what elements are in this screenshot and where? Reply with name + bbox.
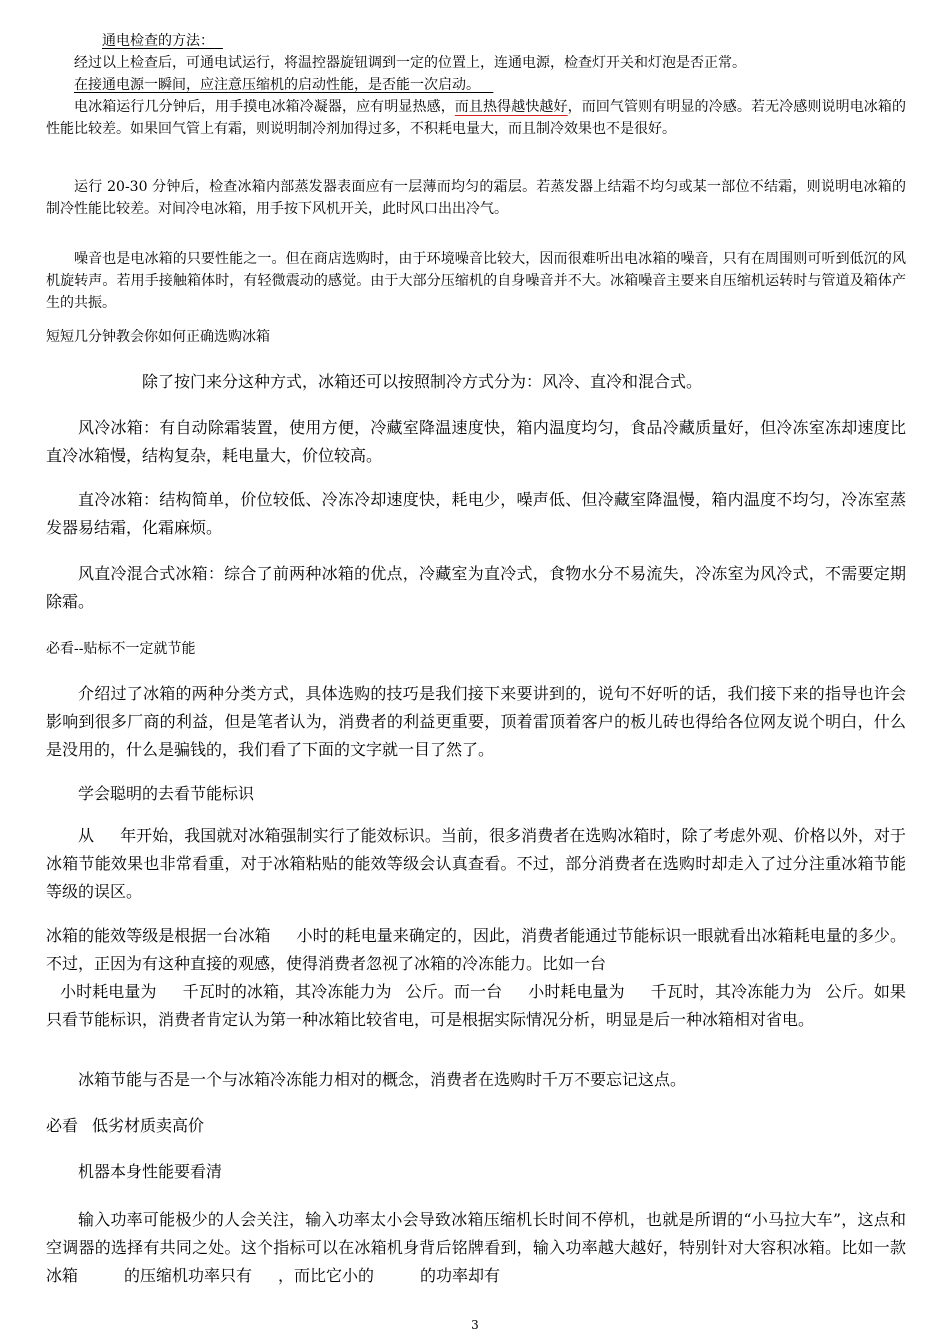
text-run: 低劣材质卖高价 [92,1116,205,1135]
text-run: 公斤。如果只看节能标识，消费者肯定认为第一种冰箱比较省电，可是根据实际情况分析，明显是后一种冰箱相对省电。 [46,982,906,1029]
text-run: 输入功率可能极少的人会关注，输入功率太小会导致冰箱压缩机长时间不停机，也就是所谓的“小马拉大车”，这点和空调器的选择有共同之处。这个指标可以在冰箱机身背后铭牌看到，输入功率越大越好，特别针对大容积冰箱。比如一款冰箱 [46,1210,906,1285]
text-run: 的功率却有 [420,1266,501,1285]
paragraph [46,1206,906,1290]
text-run: 电冰箱运行几分钟后，用手摸电冰箱冷凝器，应有明显热感， [74,99,455,115]
paragraph [46,96,906,140]
page-number: 3 [471,1318,479,1332]
paragraph: 运行 20-30 分钟后，检查冰箱内部蒸发器表面应有一层薄而均匀的霜层。若蒸发器上结霜不均匀或某一部位不结霜，则说明电冰箱的制冷性能比较差。对间冷电冰箱，用手按下风机开关，此时风口出出冷气。 [46,179,906,217]
text-run: 小时耗电量为 [60,982,157,1001]
text-run: 必看 [46,1116,79,1135]
paragraph [46,822,906,906]
underlined-sentence: 在接通电源一瞬间，应注意压缩机的启动性能，是否能一次启动。 [74,77,480,93]
power-check-title: 通电检查的方法： [102,33,214,49]
text-run: ，而比它小的 [278,1266,375,1285]
section-heading: 短短几分钟教会你如何正确选购冰箱 [46,329,270,345]
section-heading: 必看--贴标不一定就节能 [46,641,196,657]
text-run: 公斤。而一台 [405,982,503,1001]
text-run: 年开始，我国就对冰箱强制实行了能效标识。当前，很多消费者在选购冰箱时，除了考虑外观、价格以外，对于冰箱节能效果也非常看重，对于冰箱粘贴的能效等级会认真查看。不过，部分消费者在选购时却走入了过分注重冰箱节能等级的误区。 [46,826,906,901]
paragraph: 介绍过了冰箱的两种分类方式，具体选购的技巧是我们接下来要讲到的，说句不好听的话，我们接下来的指导也许会影响到很多厂商的利益，但是笔者认为，消费者的利益更重要，顶着雷顶着客户的板儿砖也得给各位网友说个明白，什么是没用的，什么是骗钱的，我们看了下面的文字就一目了然了。 [46,684,906,759]
section-title [46,30,223,52]
paragraph: 冰箱节能与否是一个与冰箱冷冻能力相对的概念，消费者在选购时千万不要忘记这点。 [78,1070,687,1089]
subheading: 学会聪明的去看节能标识 [78,784,255,803]
section-heading [46,1112,906,1140]
subheading: 机器本身性能要看清 [78,1162,223,1181]
text-run: 从 [78,826,95,845]
red-underlined-phrase: 而且热得越快越好 [454,99,568,115]
paragraph: 风直冷混合式冰箱：综合了前两种冰箱的优点，冷藏室为直冷式，食物水分不易流失，冷冻室为风冷式，不需要定期除霜。 [46,564,906,611]
paragraph: 直冷冰箱：结构简单，价位较低、冷冻冷却速度快，耗电少，噪声低、但冷藏室降温慢，箱内温度不均匀，冷冻室蒸发器易结霜，化霜麻烦。 [46,490,906,537]
text-run: 千瓦时的冰箱，其冷冻能力为 [182,982,392,1001]
paragraph [46,74,906,96]
paragraph: 风冷冰箱：有自动除霜装置，使用方便，冷藏室降温速度快，箱内温度均匀，食品冷藏质量好，但冷冻室冻却速度比直冷冰箱慢，结构复杂，耗电量大，价位较高。 [46,418,906,465]
text-run: 冰箱的能效等级是根据一台冰箱 [46,926,271,945]
paragraph: 除了按门来分这种方式，冰箱还可以按照制冷方式分为：风冷、直冷和混合式。 [142,372,703,391]
paragraph: 噪音也是电冰箱的只要性能之一。但在商店选购时，由于环境噪音比较大，因而很难听出电冰箱的噪音，只有在周围则可听到低沉的风机旋转声。若用手接触箱体时，有轻微震动的感觉。由于大部分压缩机的自身噪音并不大。冰箱噪音主要来自压缩机运转时与管道及箱体产生的共振。 [46,251,906,311]
text-run: 小时的耗电量来确定的，因此，消费者能通过节能标识一眼就看出冰箱耗电量的多少。不过，正因为有这种直接的观感，使得消费者忽视了冰箱的冷冻能力。比如一台 [46,926,906,973]
paragraph: 经过以上检查后，可通电试运行，将温控器旋钮调到一定的位置上，连通电源，检查灯开关和灯泡是否正常。 [74,55,746,71]
text-run: 千瓦时，其冷冻能力为 [650,982,812,1001]
paragraph [46,922,906,1034]
text-run: ，而回气管则有明显的冷感。若无冷感则说明电冰箱的性能比较差。如果回气管上有霜，则说明制冷剂加得过多，不积耗电量大，而且制冷效果也不是很好。 [46,99,907,137]
text-run: 小时耗电量为 [528,982,625,1001]
text-run: 的压缩机功率只有 [124,1266,253,1285]
